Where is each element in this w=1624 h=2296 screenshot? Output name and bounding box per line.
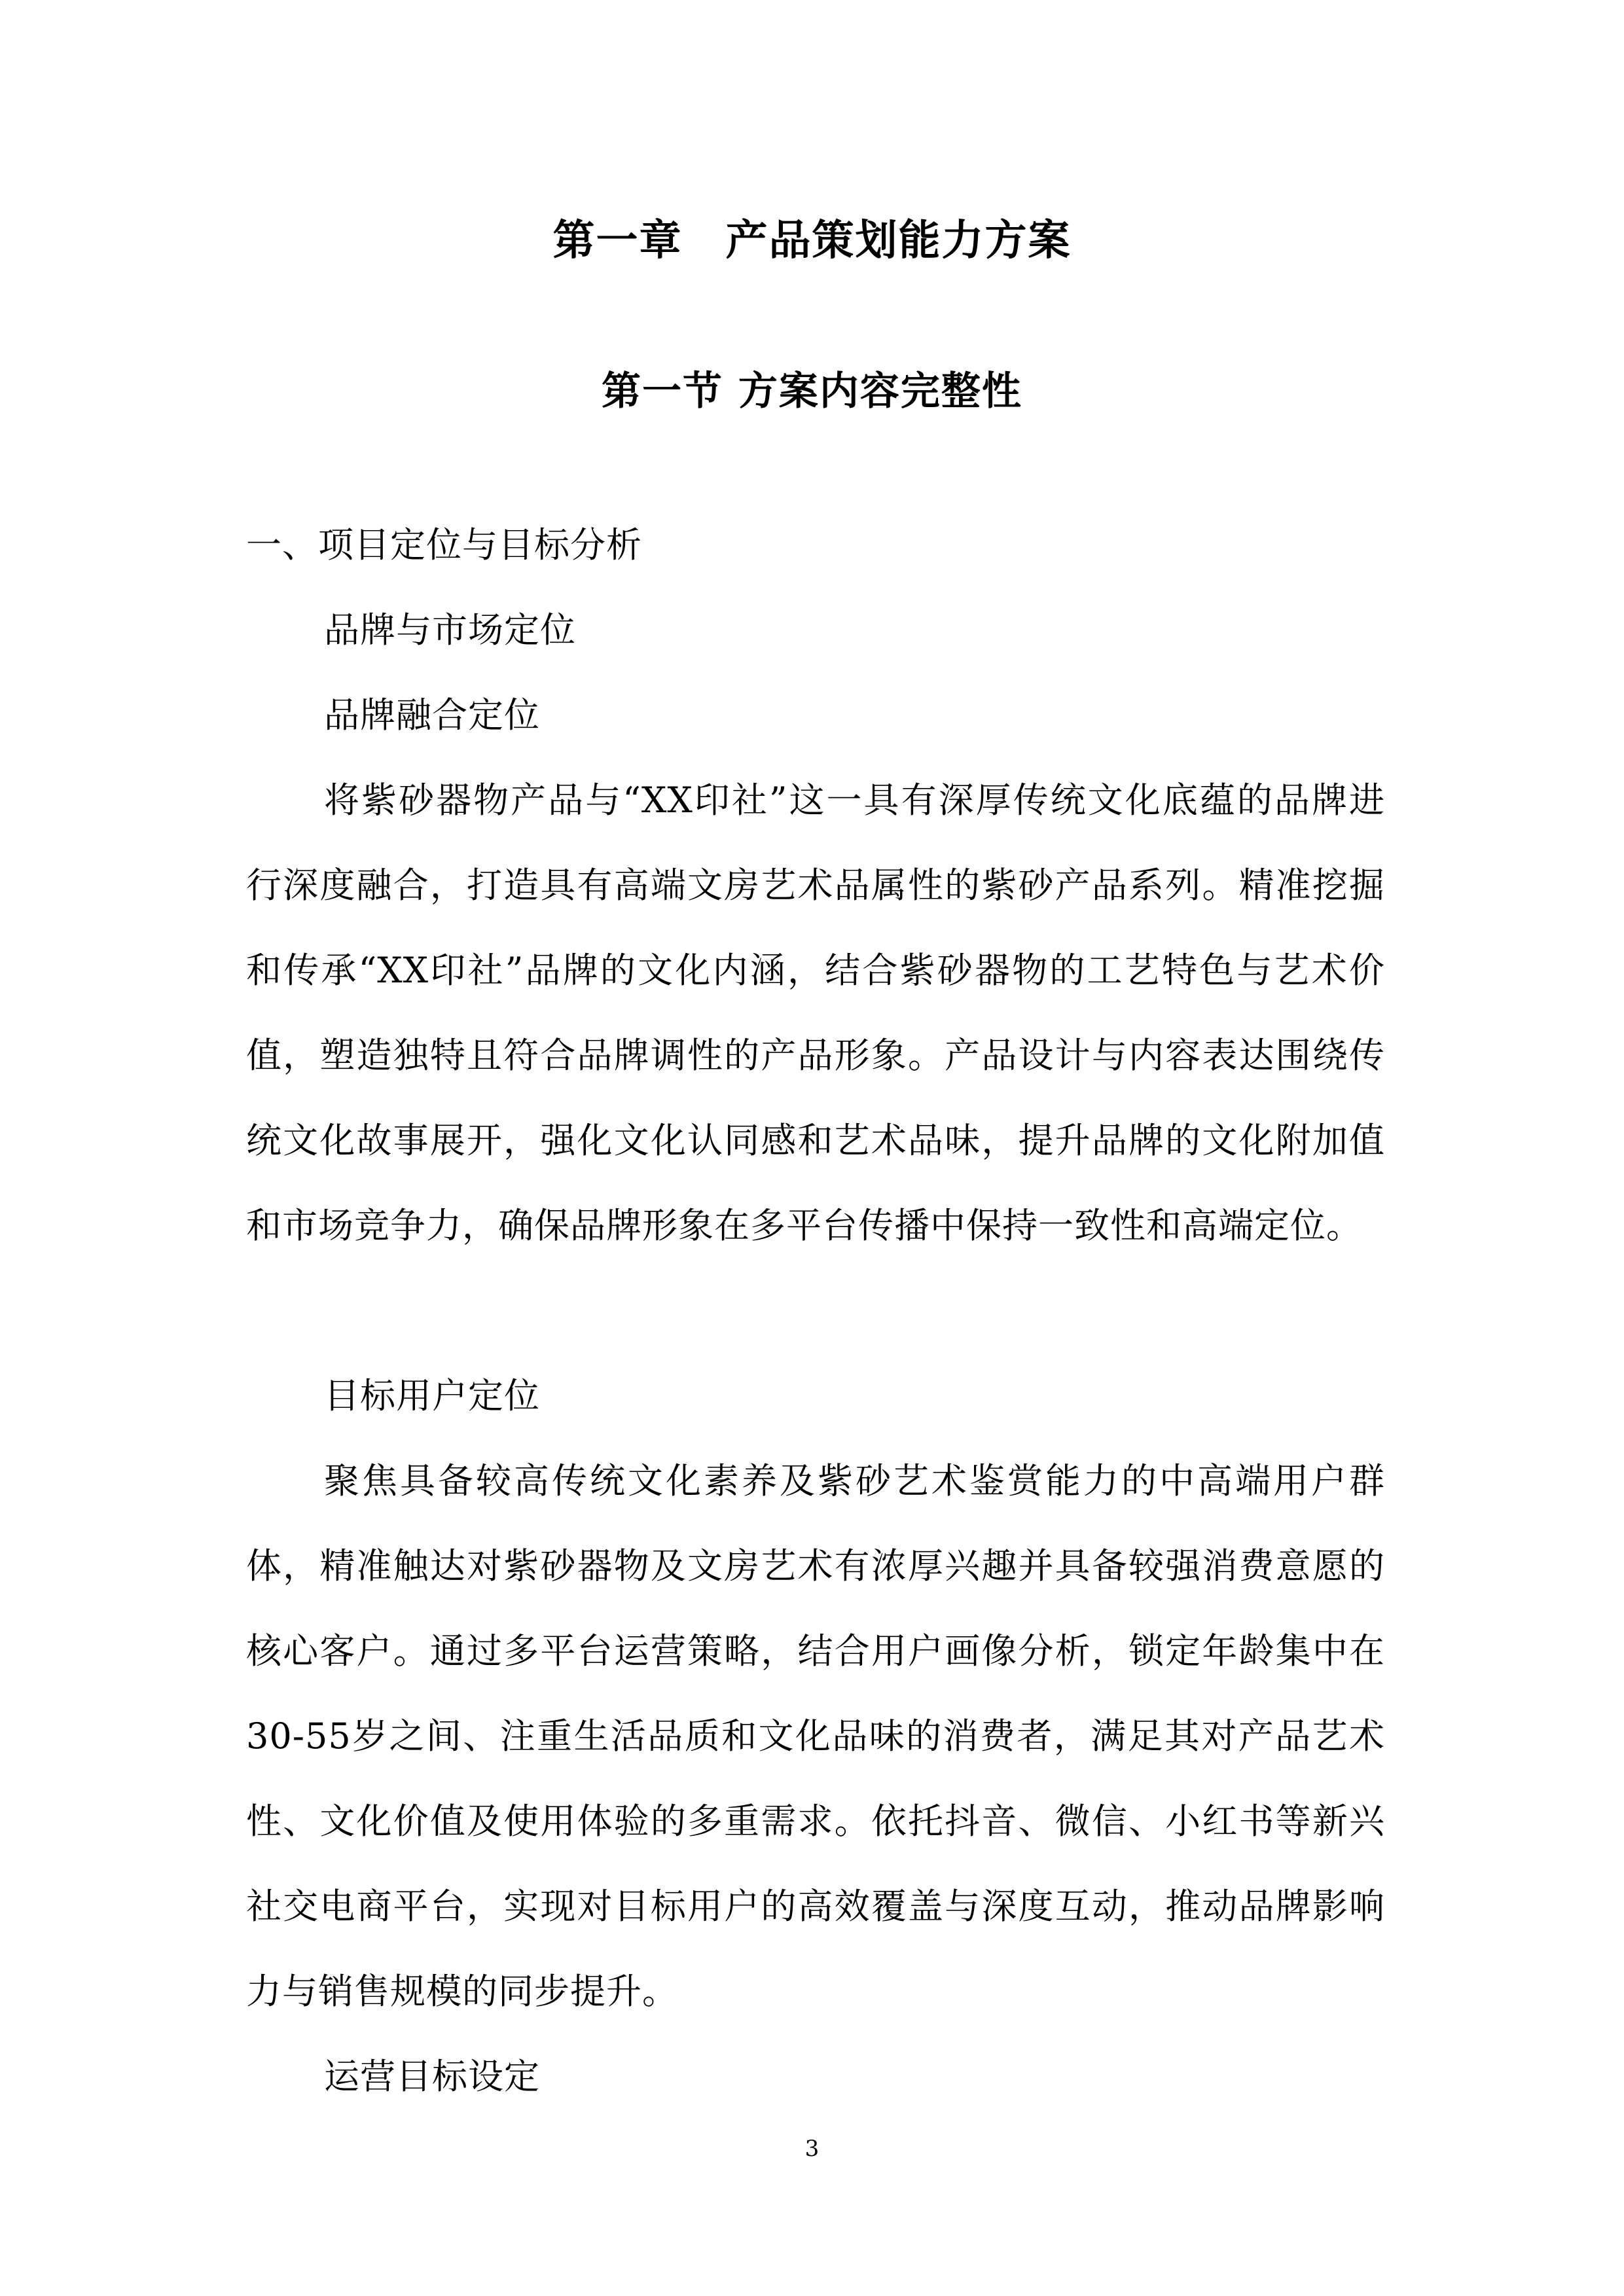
paragraph-brand-fusion: 将紫砂器物产品与“XX印社”这一具有深厚传统文化底蕴的品牌进行深度融合，打造具有高端文房艺术品属性的紫砂产品系列。精准挖掘和传承“XX印社”品牌的文化内涵，结合紫砂器物的工艺特色与艺术价值，塑造独特且符合品牌调性的产品形象。产品设计与内容表达围绕传统文化故事展开，强化文化认同感和艺术品味，提升品牌的文化附加值和市场竞争力，确保品牌形象在多平台传播中保持一致性和高端定位。 bbox=[246, 780, 1385, 1246]
paragraph-target-user: 聚焦具备较高传统文化素养及紫砂艺术鉴赏能力的中高端用户群体，精准触达对紫砂器物及文房艺术有浓厚兴趣并具备较强消费意愿的核心客户。通过多平台运营策略，结合用户画像分析，锁定年龄集中在30-55岁之间、注重生活品质和文化品味的消费者，满足其对产品艺术性、文化价值及使用体验的多重需求。依托抖音、微信、小红书等新兴社交电商平台，实现对目标用户的高效覆盖与深度互动，推动品牌影响力与销售规模的同步提升。 bbox=[246, 1460, 1385, 2012]
section-title: 第一节 方案内容完整性 bbox=[602, 368, 1022, 414]
subheading-brand-market: 品牌与市场定位 bbox=[324, 609, 576, 651]
subheading-brand-fusion: 品牌融合定位 bbox=[324, 694, 540, 736]
subheading-ops-goal: 运营目标设定 bbox=[324, 2056, 540, 2097]
heading-project-positioning: 一、项目定位与目标分析 bbox=[246, 524, 642, 565]
chapter-title: 第一章 产品策划能力方案 bbox=[552, 216, 1072, 265]
subheading-target-user: 目标用户定位 bbox=[324, 1375, 540, 1416]
page-number: 3 bbox=[804, 2136, 820, 2162]
